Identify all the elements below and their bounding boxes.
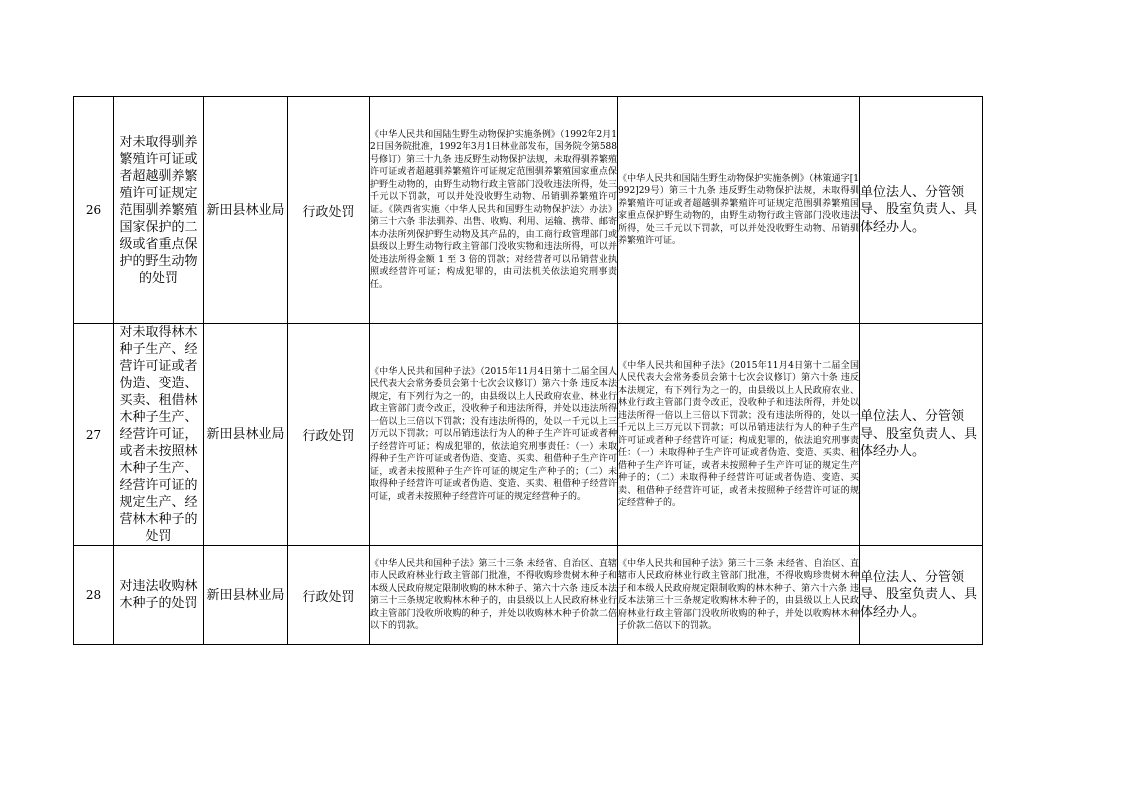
legal-basis-secondary: 《中华人民共和国种子法》（2015年11月4日第十二届全国人民代表大会常务委员会第十七次会议修订）第六十条 违反本法规定，有下列行为之一的，由县级以上人民政府农业、林业行政主管部门责令改正，没收种子和违法所得，并处以违法所得一倍以上三倍以下罚款；没有违法所得的，处以一千元以上三万元以下罚款；可以吊销违法行为人的种子生产许可证或者种子经营许可证；构成犯罪的，依法追究刑事责任：（一）未取得种子生产许可证或者伪造、变造、买卖、租借种子生产许可证，或者未按照种子生产许可证的规定生产种子的；（二）未取得种子经营许可证或者伪造、变造、买卖、租借种子经营许可证，或者未按照种子经营许可证的规定经营种子的。 xyxy=(618,324,860,546)
penalty-table xyxy=(73,96,983,645)
responsible-persons: 单位法人、分管领导、股室负责人、具体经办人。 xyxy=(860,97,983,324)
legal-basis: 《中华人民共和国种子法》（2015年11月4日第十二届全国人民代表大会常务委员会第十七次会议修订）第六十条 违反本法规定，有下列行为之一的，由县级以上人民政府农业、林业行政主管部门责令改正，没收种子和违法所得，并处以违法所得一倍以上三倍以下罚款；没有违法所得的，处以一千元以上三万元以下罚款；可以吊销违法行为人的种子生产许可证或者种子经营许可证；构成犯罪的，依法追究刑事责任：（一）未取得种子生产许可证或者伪造、变造、买卖、租借种子生产许可证，或者未按照种子生产许可证的规定生产种子的；（二）未取得种子经营许可证或者伪造、变造、买卖、租借种子经营许可证，或者未按照种子经营许可证的规定经营种子的。 xyxy=(370,324,618,546)
responsible-persons: 单位法人、分管领导、股室负责人、具体经办人。 xyxy=(860,324,983,546)
legal-basis-secondary: 《中华人民共和国种子法》第三十三条 未经省、自治区、直辖市人民政府林业行政主管部门批准，不得收购珍贵树木种子和本级人民政府规定限制收购的林木种子、第六十六条 违反本法第三十三条规定收购林木种子的，由县级以上人民政府林业行政主管部门没收所收购的种子，并处以收购林木种子价款二倍以下的罚款。 xyxy=(618,546,860,645)
penalty-type: 行政处罚 xyxy=(288,546,370,645)
department: 新田县林业局 xyxy=(204,546,288,645)
department: 新田县林业局 xyxy=(204,97,288,324)
responsible-persons: 单位法人、分管领导、股室负责人、具体经办人。 xyxy=(860,546,983,645)
item-name: 对未取得林木种子生产、经营许可证或者伪造、变造、买卖、租借林木种子生产、经营许可证，或者未按照林木种子生产、经营许可证的规定生产、经营林木种子的处罚 xyxy=(114,324,204,546)
row-number: 27 xyxy=(74,324,114,546)
legal-basis-secondary: 《中华人民共和国陆生野生动物保护实施条例》（林策通字[1992]29号）第三十九条 违反野生动物保护法规，未取得驯养繁殖许可证或者超越驯养繁殖许可证规定范围驯养繁殖国家重点保护野生动物的，由野生动物行政主管部门没收违法所得，处三千元以下罚款，可以并处没收野生动物、吊销驯养繁殖许可证。 xyxy=(618,97,860,324)
item-name: 对未取得驯养繁殖许可证或者超越驯养繁殖许可证规定范围驯养繁殖国家保护的二级或省重点保护的野生动物的处罚 xyxy=(114,97,204,324)
table-row xyxy=(74,546,983,645)
penalty-type: 行政处罚 xyxy=(288,324,370,546)
item-name: 对违法收购林木种子的处罚 xyxy=(114,546,204,645)
row-number: 28 xyxy=(74,546,114,645)
table-row xyxy=(74,324,983,546)
legal-basis: 《中华人民共和国种子法》第三十三条 未经省、自治区、直辖市人民政府林业行政主管部门批准，不得收购珍贵树木种子和本级人民政府规定限制收购的林木种子、第六十六条 违反本法第三十三条规定收购林木种子的，由县级以上人民政府林业行政主管部门没收所收购的种子，并处以收购林木种子价款二倍以下的罚款。 xyxy=(370,546,618,645)
legal-basis: 《中华人民共和国陆生野生动物保护实施条例》（1992年2月12日国务院批准，1992年3月1日林业部发布，国务院令第588号修订）第三十九条 违反野生动物保护法规，未取得驯养繁殖许可证或者超越驯养繁殖许可证规定范围驯养繁殖国家重点保护野生动物的，由野生动物行政主管部门没收违法所得，处三千元以下罚款，可以并处没收野生动物、吊销驯养繁殖许可证。《陕西省实施〈中华人民共和国野生动物保护法〉办法》第三十六条 非法驯养、出售、收购、利用、运输、携带、邮寄本办法所列保护野生动物及其产品的，由工商行政管理部门或县级以上野生动物行政主管部门没收实物和违法所得，可以并处违法所得金额 1 至 3 倍的罚款；对经营者可以吊销营业执照或经营许可证；构成犯罪的，由司法机关依法追究刑事责任。 xyxy=(370,97,618,324)
penalty-type: 行政处罚 xyxy=(288,97,370,324)
row-number: 26 xyxy=(74,97,114,324)
department: 新田县林业局 xyxy=(204,324,288,546)
table-row xyxy=(74,97,983,324)
